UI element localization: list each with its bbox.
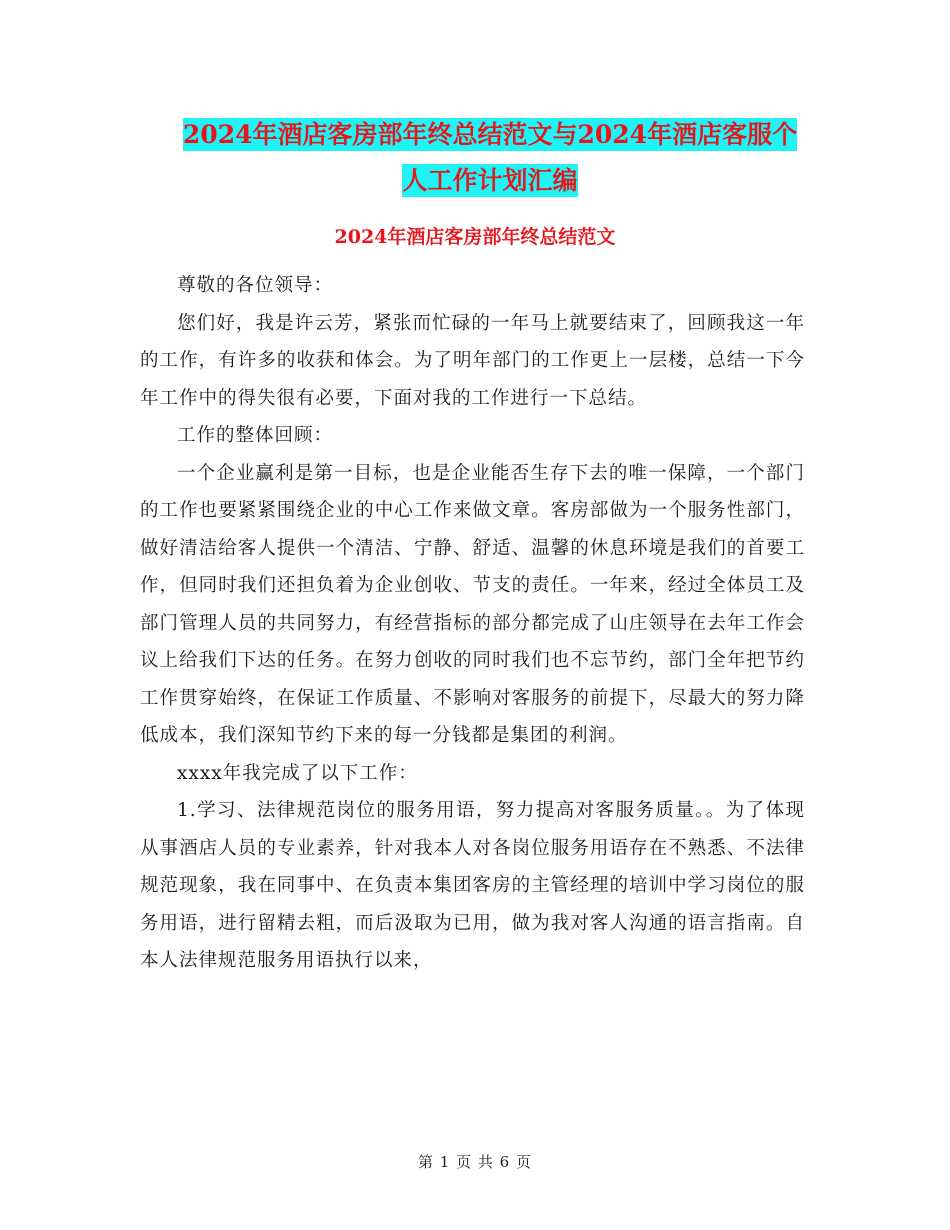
document-title-line-1: 2024年酒店客房部年终总结范文与2024年酒店客服个: [182, 120, 798, 149]
document-title-line-2: 人工作计划汇编: [402, 166, 578, 195]
paragraph-work-heading: xxxx年我完成了以下工作：: [177, 762, 418, 784]
paragraph-opening: 您们好，我是许云芳，紧张而忙碌的一年马上就要结束了，回顾我这一年的工作，有许多的收获和体会。为了明年部门的工作更上一层楼，总结一下今年工作中的得失很有必要，下面对我的工作进行一下总结。: [140, 312, 805, 409]
document-body: [140, 267, 805, 980]
section-title: 2024年酒店客房部年终总结范文: [334, 226, 616, 248]
document-title: [140, 112, 840, 204]
paragraph-salutation: 尊敬的各位领导：: [177, 275, 334, 296]
page-footer: 第 1 页 共 6 页: [418, 1153, 532, 1171]
paragraph-item-1: 1.学习、法律规范岗位的服务用语，努力提高对客服务质量。。为了体现从事酒店人员的专业素养，针对我本人对各岗位服务用语存在不熟悉、不法律规范现象，我在同事中、在负责本集团客房的主管经理的培训中学习岗位的服务用语，进行留精去粗，而后汲取为已用，做为我对客人沟通的语言指南。自本人法律规范服务用语执行以来，: [140, 800, 805, 971]
paragraph-review-heading: 工作的整体回顾：: [177, 425, 334, 446]
paragraph-review: 一个企业赢利是第一目标，也是企业能否生存下去的唯一保障，一个部门的工作也要紧紧围绕企业的中心工作来做文章。客房部做为一个服务性部门，做好清洁给客人提供一个清洁、宁静、舒适、温馨的休息环境是我们的首要工作，但同时我们还担负着为企业创收、节支的责任。一年来，经过全体员工及部门管理人员的共同努力，有经营指标的部分都完成了山庄领导在去年工作会议上给我们下达的任务。在努力创收的同时我们也不忘节约，部门全年把节约工作贯穿始终，在保证工作质量、不影响对客服务的前提下，尽最大的努力降低成本，我们深知节约下来的每一分钱都是集团的利润。: [140, 462, 805, 746]
